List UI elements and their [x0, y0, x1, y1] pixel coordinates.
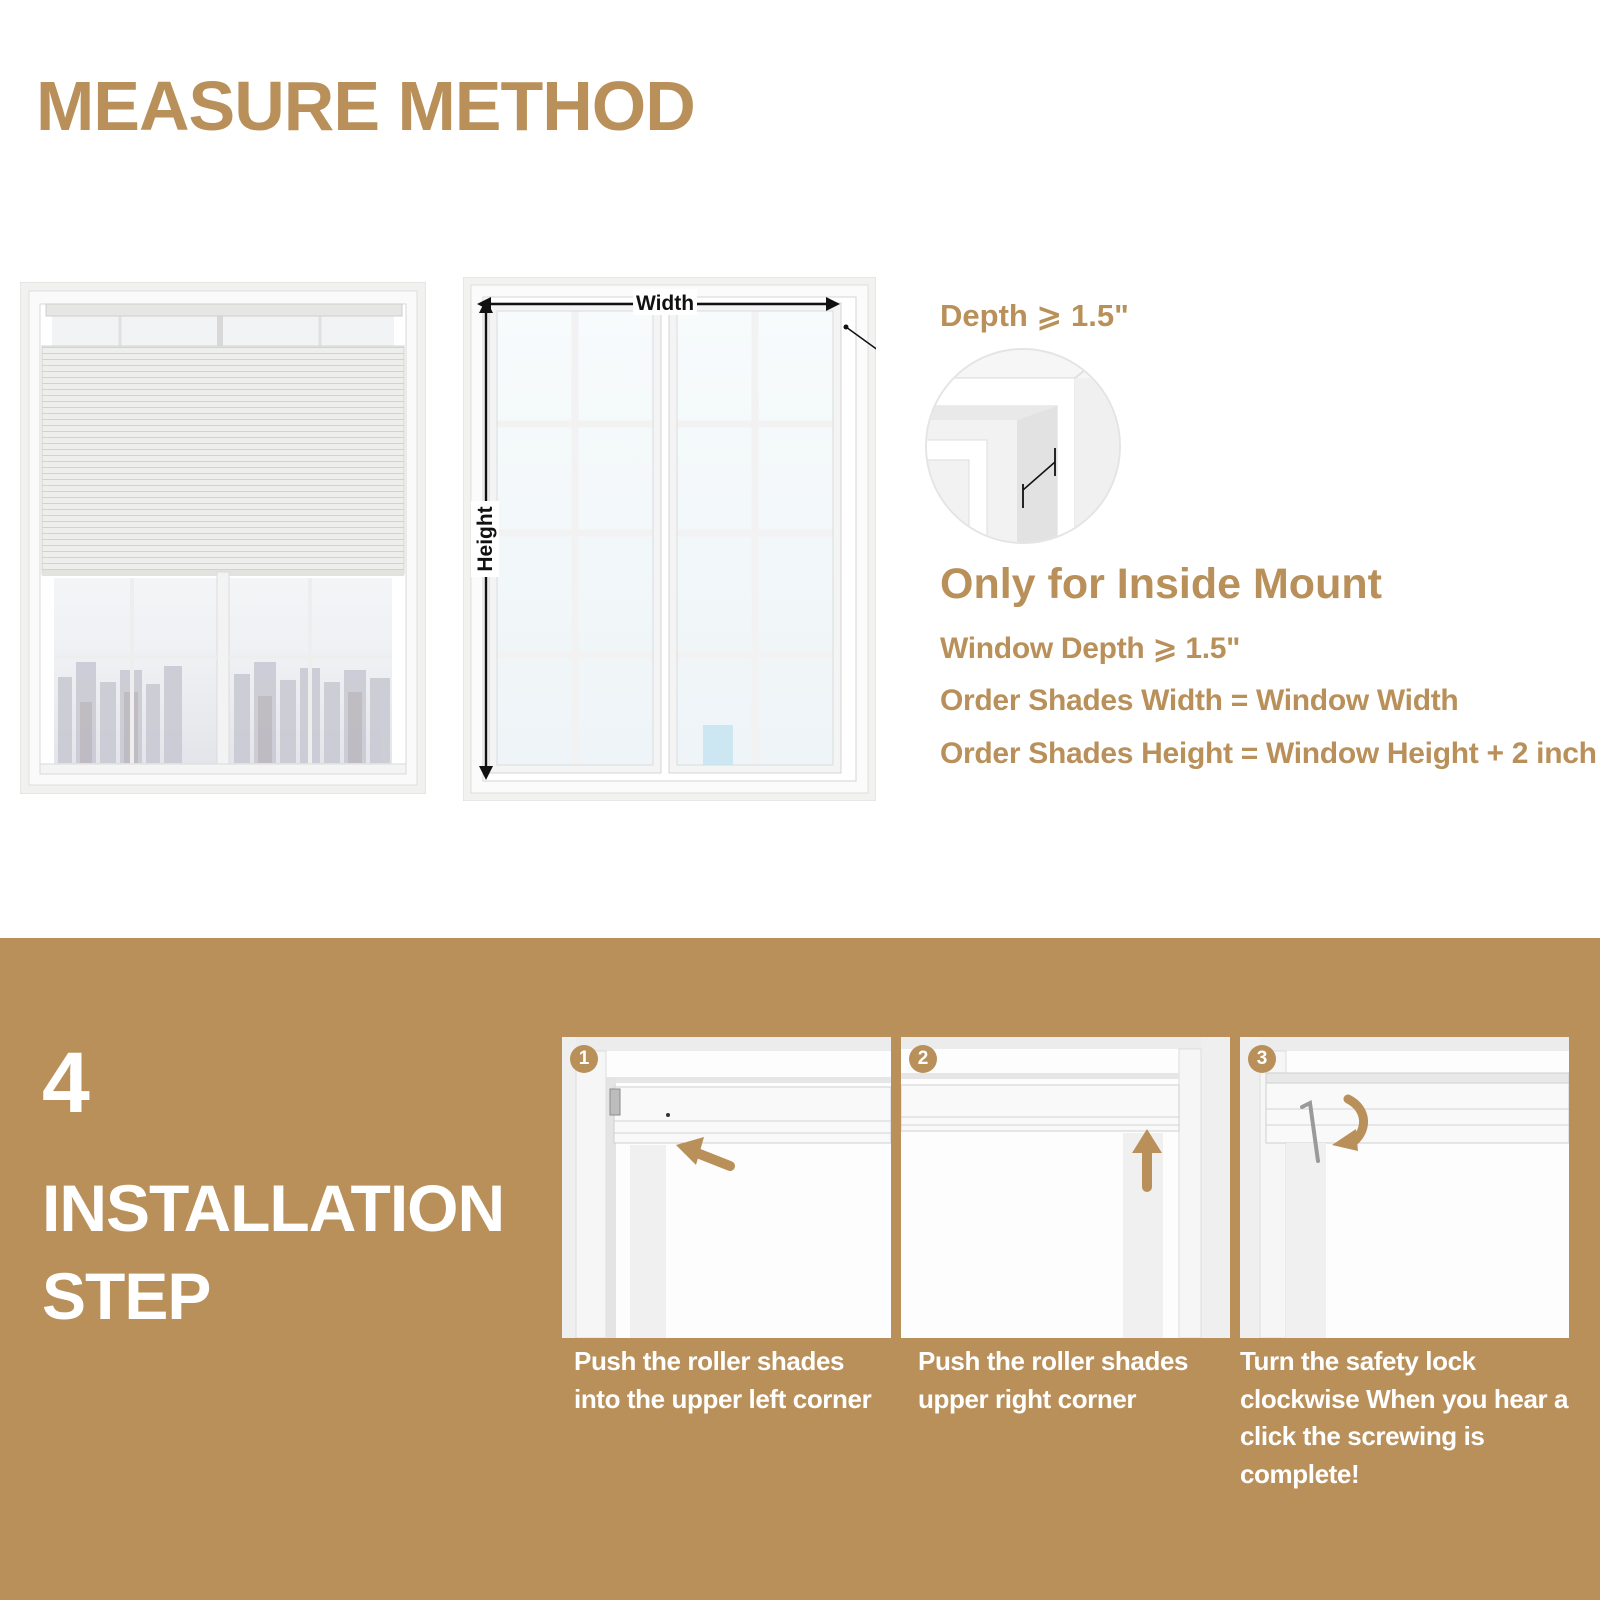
- step-3-image: [1240, 1037, 1569, 1338]
- step-1-number-badge: 1: [570, 1045, 598, 1073]
- installation-title-line1: INSTALLATION: [42, 1171, 505, 1245]
- step-3-number-badge: 3: [1248, 1045, 1276, 1073]
- step-3-caption: Turn the safety lock clockwise When you hear a click the screwing is complete!: [1240, 1346, 1569, 1489]
- step-1-caption: Push the roller shades into the upper left corner: [574, 1346, 872, 1414]
- installation-title-line2: STEP: [42, 1259, 211, 1333]
- page-title: MEASURE METHOD: [36, 67, 695, 145]
- cellular-shade-window-image: [20, 282, 426, 794]
- spec-order-height: Order Shades Height = Window Height + 2 inch: [940, 737, 1597, 770]
- depth-label: Depth ⩾ 1.5": [940, 298, 1129, 333]
- window-measurement-diagram: [463, 277, 876, 801]
- height-label: Height: [474, 506, 497, 572]
- spec-order-width: Order Shades Width = Window Width: [940, 684, 1459, 717]
- step-count: 4: [42, 1035, 90, 1131]
- step-2-number-badge: 2: [909, 1045, 937, 1073]
- step-2-image: [901, 1037, 1230, 1338]
- step-2-caption: Push the roller shades upper right corner: [918, 1346, 1189, 1414]
- spec-window-depth: Window Depth ⩾ 1.5": [940, 632, 1241, 665]
- window-depth-closeup-image: [925, 348, 1121, 544]
- step-1-image: [562, 1037, 891, 1338]
- width-label: Width: [635, 292, 695, 315]
- installation-title: [42, 1164, 522, 1340]
- mount-type-heading: Only for Inside Mount: [940, 560, 1382, 608]
